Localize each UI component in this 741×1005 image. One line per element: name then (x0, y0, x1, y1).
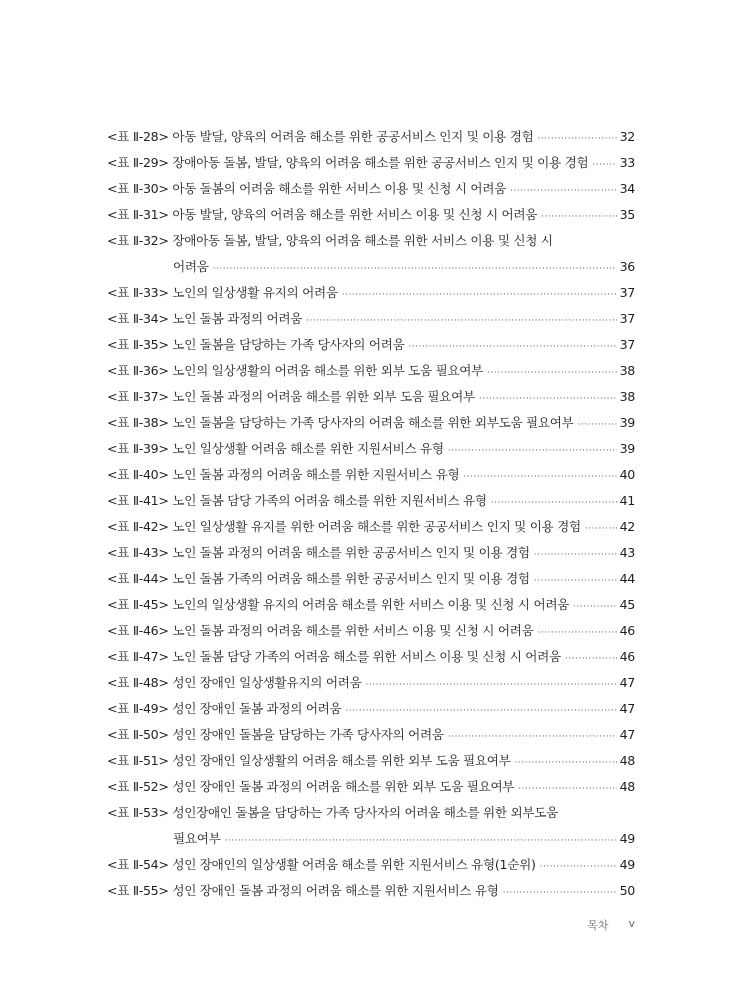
toc-entry-title: <표 Ⅱ-53> 성인장애인 돌봄을 담당하는 가족 당사자의 어려움 해소를 위한 외부도움 (107, 805, 558, 820)
toc-entry[interactable] (107, 592, 635, 618)
dot-leader (541, 206, 616, 228)
toc-page-number: 47 (619, 701, 635, 716)
toc-page-number: 44 (619, 571, 635, 586)
toc-page-number: 40 (619, 467, 635, 482)
dot-leader (342, 284, 617, 306)
toc-entry[interactable] (107, 202, 635, 228)
toc-entry-title: <표 Ⅱ-38> 노인 돌봄을 담당하는 가족 당사자의 어려움 해소를 위한 외부도움 필요여부 (107, 415, 574, 430)
toc-entry-title: <표 Ⅱ-52> 성인 장애인 돌봄 과정의 어려움 해소를 위한 외부 도움 필요여부 (107, 779, 515, 794)
toc-entry[interactable] (107, 514, 635, 540)
dot-leader (537, 128, 616, 150)
toc-entry-title: <표 Ⅱ-48> 성인 장애인 일상생활유지의 어려움 (107, 675, 362, 690)
toc-page-number: 46 (619, 649, 635, 664)
dot-leader (408, 336, 616, 358)
dot-leader (224, 830, 616, 852)
toc-entry-title: <표 Ⅱ-28> 아동 발달, 양육의 어려움 해소를 위한 공공서비스 인지 및 이용 경험 (107, 129, 534, 144)
toc-entry[interactable] (107, 384, 635, 410)
toc-entry[interactable] (107, 124, 635, 150)
toc-entry[interactable] (107, 878, 635, 904)
toc-entry[interactable] (107, 176, 635, 202)
toc-entry-title: <표 Ⅱ-32> 장애아동 돌봄, 발달, 양육의 어려움 해소를 위한 서비스 이용 및 신청 시 (107, 233, 553, 248)
dot-leader (491, 492, 617, 514)
toc-entry-title: <표 Ⅱ-30> 아동 돌봄의 어려움 해소를 위한 서비스 이용 및 신청 시 어려움 (107, 181, 507, 196)
toc-entry-title: <표 Ⅱ-47> 노인 돌봄 담당 가족의 어려움 해소를 위한 서비스 이용 및 신청 시 어려움 (107, 649, 561, 664)
toc-entry-title: <표 Ⅱ-36> 노인의 일상생활의 어려움 해소를 위한 외부 도움 필요여부 (107, 363, 484, 378)
toc-entry-title: <표 Ⅱ-42> 노인 일상생활 유지를 위한 어려움 해소를 위한 공공서비스 인지 및 이용 경험 (107, 519, 581, 534)
toc-entry[interactable] (107, 410, 635, 436)
toc-entry[interactable] (107, 332, 635, 358)
toc-entry[interactable] (107, 774, 635, 800)
dot-leader (514, 752, 616, 774)
toc-page-number: 47 (619, 675, 635, 690)
toc-entry-title: <표 Ⅱ-33> 노인의 일상생활 유지의 어려움 (107, 285, 338, 300)
toc-entry-title-continued: 어려움 (173, 259, 209, 274)
toc-entry[interactable] (107, 748, 635, 774)
toc-entry-title: <표 Ⅱ-40> 노인 돌봄 과정의 어려움 해소를 위한 지원서비스 유형 (107, 467, 460, 482)
toc-entry[interactable] (107, 696, 635, 722)
footer-page-number: v (628, 917, 635, 930)
toc-entry-title: <표 Ⅱ-31> 아동 발달, 양육의 어려움 해소를 위한 서비스 이용 및 신청 시 어려움 (107, 207, 538, 222)
dot-leader (463, 466, 616, 488)
toc-entry-title: <표 Ⅱ-37> 노인 돌봄 과정의 어려움 해소를 위한 외부 도움 필요여부 (107, 389, 475, 404)
toc-page-number: 42 (619, 519, 635, 534)
toc-entry-title: <표 Ⅱ-45> 노인의 일상생활 유지의 어려움 해소를 위한 서비스 이용 및 신청 시 어려움 (107, 597, 570, 612)
toc-entry-title: <표 Ⅱ-41> 노인 돌봄 담당 가족의 어려움 해소를 위한 지원서비스 유형 (107, 493, 487, 508)
toc-entry[interactable] (107, 150, 635, 176)
toc-page-number: 32 (619, 129, 635, 144)
dot-leader (479, 388, 617, 410)
table-of-contents (107, 124, 635, 904)
toc-page-number: 48 (619, 779, 635, 794)
dot-leader (565, 648, 617, 670)
toc-page-number: 49 (619, 857, 635, 872)
toc-page-number: 39 (619, 415, 635, 430)
toc-entry[interactable] (107, 852, 635, 878)
dot-leader (487, 362, 617, 384)
dot-leader (306, 310, 616, 332)
dot-leader (537, 622, 616, 644)
toc-page-number: 34 (619, 181, 635, 196)
toc-entry[interactable] (107, 436, 635, 462)
toc-page-number: 46 (619, 623, 635, 638)
toc-page-number: 47 (619, 727, 635, 742)
toc-page-number: 37 (619, 337, 635, 352)
toc-entry-title: <표 Ⅱ-54> 성인 장애인의 일상생활 어려움 해소를 위한 지원서비스 유형(1순위) (107, 857, 536, 872)
toc-page-number: 37 (619, 311, 635, 326)
toc-page-number: 38 (619, 363, 635, 378)
toc-page-number: 36 (619, 259, 635, 274)
dot-leader (448, 440, 617, 462)
toc-entry[interactable] (107, 358, 635, 384)
dot-leader (578, 414, 617, 436)
toc-entry[interactable] (107, 540, 635, 566)
toc-page-number: 43 (619, 545, 635, 560)
toc-page-number: 33 (619, 155, 635, 170)
toc-entry[interactable] (107, 306, 635, 332)
dot-leader (365, 674, 616, 696)
dot-leader (585, 518, 617, 540)
toc-page-number: 35 (619, 207, 635, 222)
toc-entry[interactable] (107, 228, 635, 280)
footer-section-label: 목차 (587, 919, 609, 932)
toc-entry[interactable] (107, 670, 635, 696)
toc-entry[interactable] (107, 566, 635, 592)
dot-leader (503, 882, 617, 904)
dot-leader (592, 154, 616, 176)
dot-leader (510, 180, 617, 202)
toc-page-number: 37 (619, 285, 635, 300)
toc-entry-title: <표 Ⅱ-43> 노인 돌봄 과정의 어려움 해소를 위한 공공서비스 인지 및 이용 경험 (107, 545, 530, 560)
toc-entry-title: <표 Ⅱ-46> 노인 돌봄 과정의 어려움 해소를 위한 서비스 이용 및 신청 시 어려움 (107, 623, 534, 638)
toc-entry-title: <표 Ⅱ-39> 노인 일상생활 어려움 해소를 위한 지원서비스 유형 (107, 441, 444, 456)
toc-entry-title: <표 Ⅱ-51> 성인 장애인 일상생활의 어려움 해소를 위한 외부 도움 필요여부 (107, 753, 511, 768)
toc-entry[interactable] (107, 488, 635, 514)
dot-leader (345, 700, 616, 722)
dot-leader (540, 856, 617, 878)
toc-entry-title: <표 Ⅱ-34> 노인 돌봄 과정의 어려움 (107, 311, 303, 326)
toc-entry[interactable] (107, 462, 635, 488)
toc-entry-title: <표 Ⅱ-29> 장애아동 돌봄, 발달, 양육의 어려움 해소를 위한 공공서비스 인지 및 이용 경험 (107, 155, 589, 170)
toc-entry[interactable] (107, 800, 635, 852)
dot-leader (213, 258, 617, 280)
dot-leader (534, 570, 617, 592)
toc-page-number: 45 (619, 597, 635, 612)
toc-entry-title: <표 Ⅱ-55> 성인 장애인 돌봄 과정의 어려움 해소를 위한 지원서비스 유형 (107, 883, 499, 898)
toc-page-number: 39 (619, 441, 635, 456)
toc-entry[interactable] (107, 280, 635, 306)
toc-entry-title: <표 Ⅱ-35> 노인 돌봄을 담당하는 가족 당사자의 어려움 (107, 337, 405, 352)
toc-page-number: 48 (619, 753, 635, 768)
toc-page-number: 38 (619, 389, 635, 404)
dot-leader (534, 544, 617, 566)
dot-leader (573, 596, 617, 618)
page-footer (587, 917, 635, 933)
toc-entry[interactable] (107, 644, 635, 670)
toc-entry-title: <표 Ⅱ-44> 노인 돌봄 가족의 어려움 해소를 위한 공공서비스 인지 및 이용 경험 (107, 571, 530, 586)
toc-page-number: 50 (619, 883, 635, 898)
dot-leader (448, 726, 617, 748)
toc-entry-title-continued: 필요여부 (173, 831, 221, 846)
toc-page-number: 49 (619, 831, 635, 846)
toc-entry[interactable] (107, 722, 635, 748)
toc-entry[interactable] (107, 618, 635, 644)
dot-leader (518, 778, 616, 800)
toc-page-number: 41 (619, 493, 635, 508)
toc-entry-title: <표 Ⅱ-50> 성인 장애인 돌봄을 담당하는 가족 당사자의 어려움 (107, 727, 444, 742)
toc-entry-title: <표 Ⅱ-49> 성인 장애인 돌봄 과정의 어려움 (107, 701, 342, 716)
